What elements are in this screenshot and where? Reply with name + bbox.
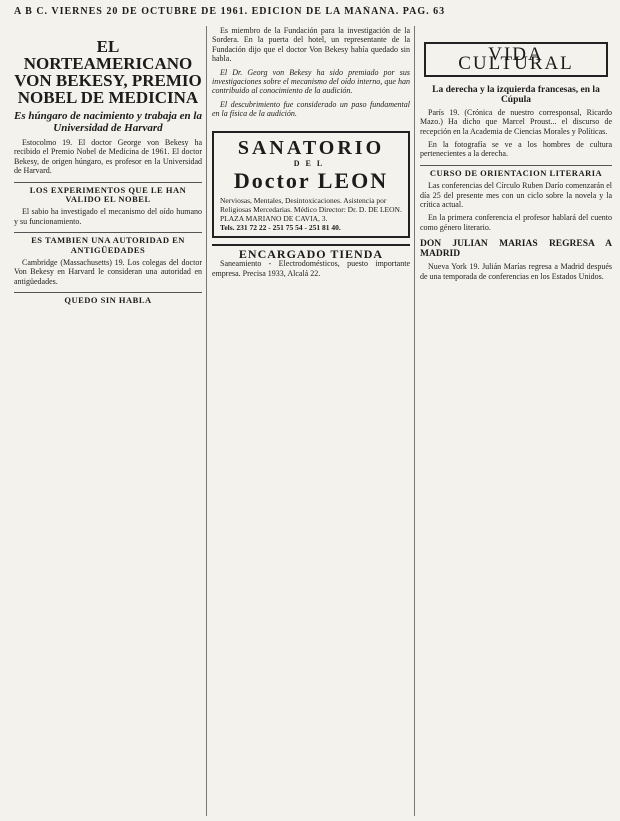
classified-ad (212, 244, 410, 278)
article-paragraph: Nueva York 19. Julián Marías regresa a Madrid después de una temporada de conferencias en los Estados Unidos. (420, 262, 612, 281)
article-paragraph: Es miembro de la Fundación para la investigación de la Sordera. En la puerta del hotel, un representante de la Fundación dijo que el doctor Von Bekesy había quedado sin habla. (212, 26, 410, 64)
left-column (14, 26, 202, 816)
article-paragraph: En la fotografía se ve a los hombres de cultura pertenecientes a la derecha. (420, 140, 612, 159)
ad-info: Nerviosas, Mentales, Desintoxicaciones. Asistencia por Religiosas Mercedarias. Médico Director: Dr. D. DE LEON. PLAZA MARIANO DE CAVIA, 3. (220, 195, 402, 223)
middle-column (212, 26, 410, 816)
column-divider (206, 26, 207, 816)
right-column (420, 26, 612, 816)
article-paragraph: El descubrimiento fue considerado un paso fundamental en la física de la audición. (212, 99, 410, 119)
section-heading: DON JULIAN MARIAS REGRESA A MADRID (420, 239, 612, 260)
section-heading: CURSO DE ORIENTACION LITERARIA (420, 165, 612, 178)
ad-title: ENCARGADO TIENDA (238, 247, 384, 262)
main-headline: EL NORTEAMERICANO VON BEKESY, PREMIO NOBEL DE MEDICINA (14, 37, 202, 107)
main-subhead: Es húngaro de nacimiento y trabaja en la Universidad de Harvard (14, 110, 202, 134)
article-paragraph: El Dr. Georg von Bekesy ha sido premiado por sus investigaciones sobre el mecanismo del oído interno, que han contribuido al conocimiento de la audición. (212, 67, 410, 96)
article-paragraph: Cambridge (Massachusetts) 19. Los colegas del doctor Von Bekesy en Harvard le consideran una autoridad en antigüedades. (14, 258, 202, 286)
article-paragraph: Estocolmo 19. El doctor George von Bekesy ha recibido el Premio Nobel de Medicina de 1961. El doctor Bekesy, de origen húngaro, es profesor en la Universidad de Harvard. (14, 138, 202, 176)
ad-text: Saneamiento - Electrodomésticos, puesto importante empresa. Precisa 1933, Alcalá 22. (212, 259, 410, 278)
section-heading: QUEDO SIN HABLA (14, 292, 202, 305)
article-paragraph: El sabio ha investigado el mecanismo del oído humano y su funcionamiento. (14, 207, 202, 226)
article-paragraph: Las conferencias del Círculo Ruben Darío comenzarán el día 25 del presente mes con un ciclo sobre la novela y la crítica actual. (420, 181, 612, 210)
article-paragraph: En la primera conferencia el profesor hablará del cuento como género literario. (420, 213, 612, 232)
article-paragraph: París 19. (Crónica de nuestro corresponsal, Ricardo Mazo.) Ha dicho que Marcel Proust... el discurso de recepción en la Academia de Ciencias Morales y Políticas. (420, 107, 612, 136)
section-heading: ES TAMBIEN UNA AUTORIDAD EN ANTIGÜEDADES (14, 232, 202, 255)
ad-name: Doctor LEON (233, 167, 389, 193)
masthead: A B C. VIERNES 20 DE OCTUBRE DE 1961. EDICION DE LA MAÑANA. PAG. 63 (14, 6, 446, 17)
column-divider (414, 26, 415, 816)
vida-cultural-banner: VIDA CULTURAL (424, 42, 608, 77)
ad-subtitle: DEL (293, 158, 329, 168)
ad-title: SANATORIO (237, 136, 385, 159)
section-heading: LOS EXPERIMENTOS QUE LE HAN VALIDO EL NOBEL (14, 182, 202, 205)
sanatorio-ad (212, 131, 410, 238)
article-headline: La derecha y la izquierda francesas, en la Cúpula (432, 84, 600, 105)
ad-phones: Tels. 231 72 22 - 251 75 54 - 251 81 40. (220, 222, 341, 232)
